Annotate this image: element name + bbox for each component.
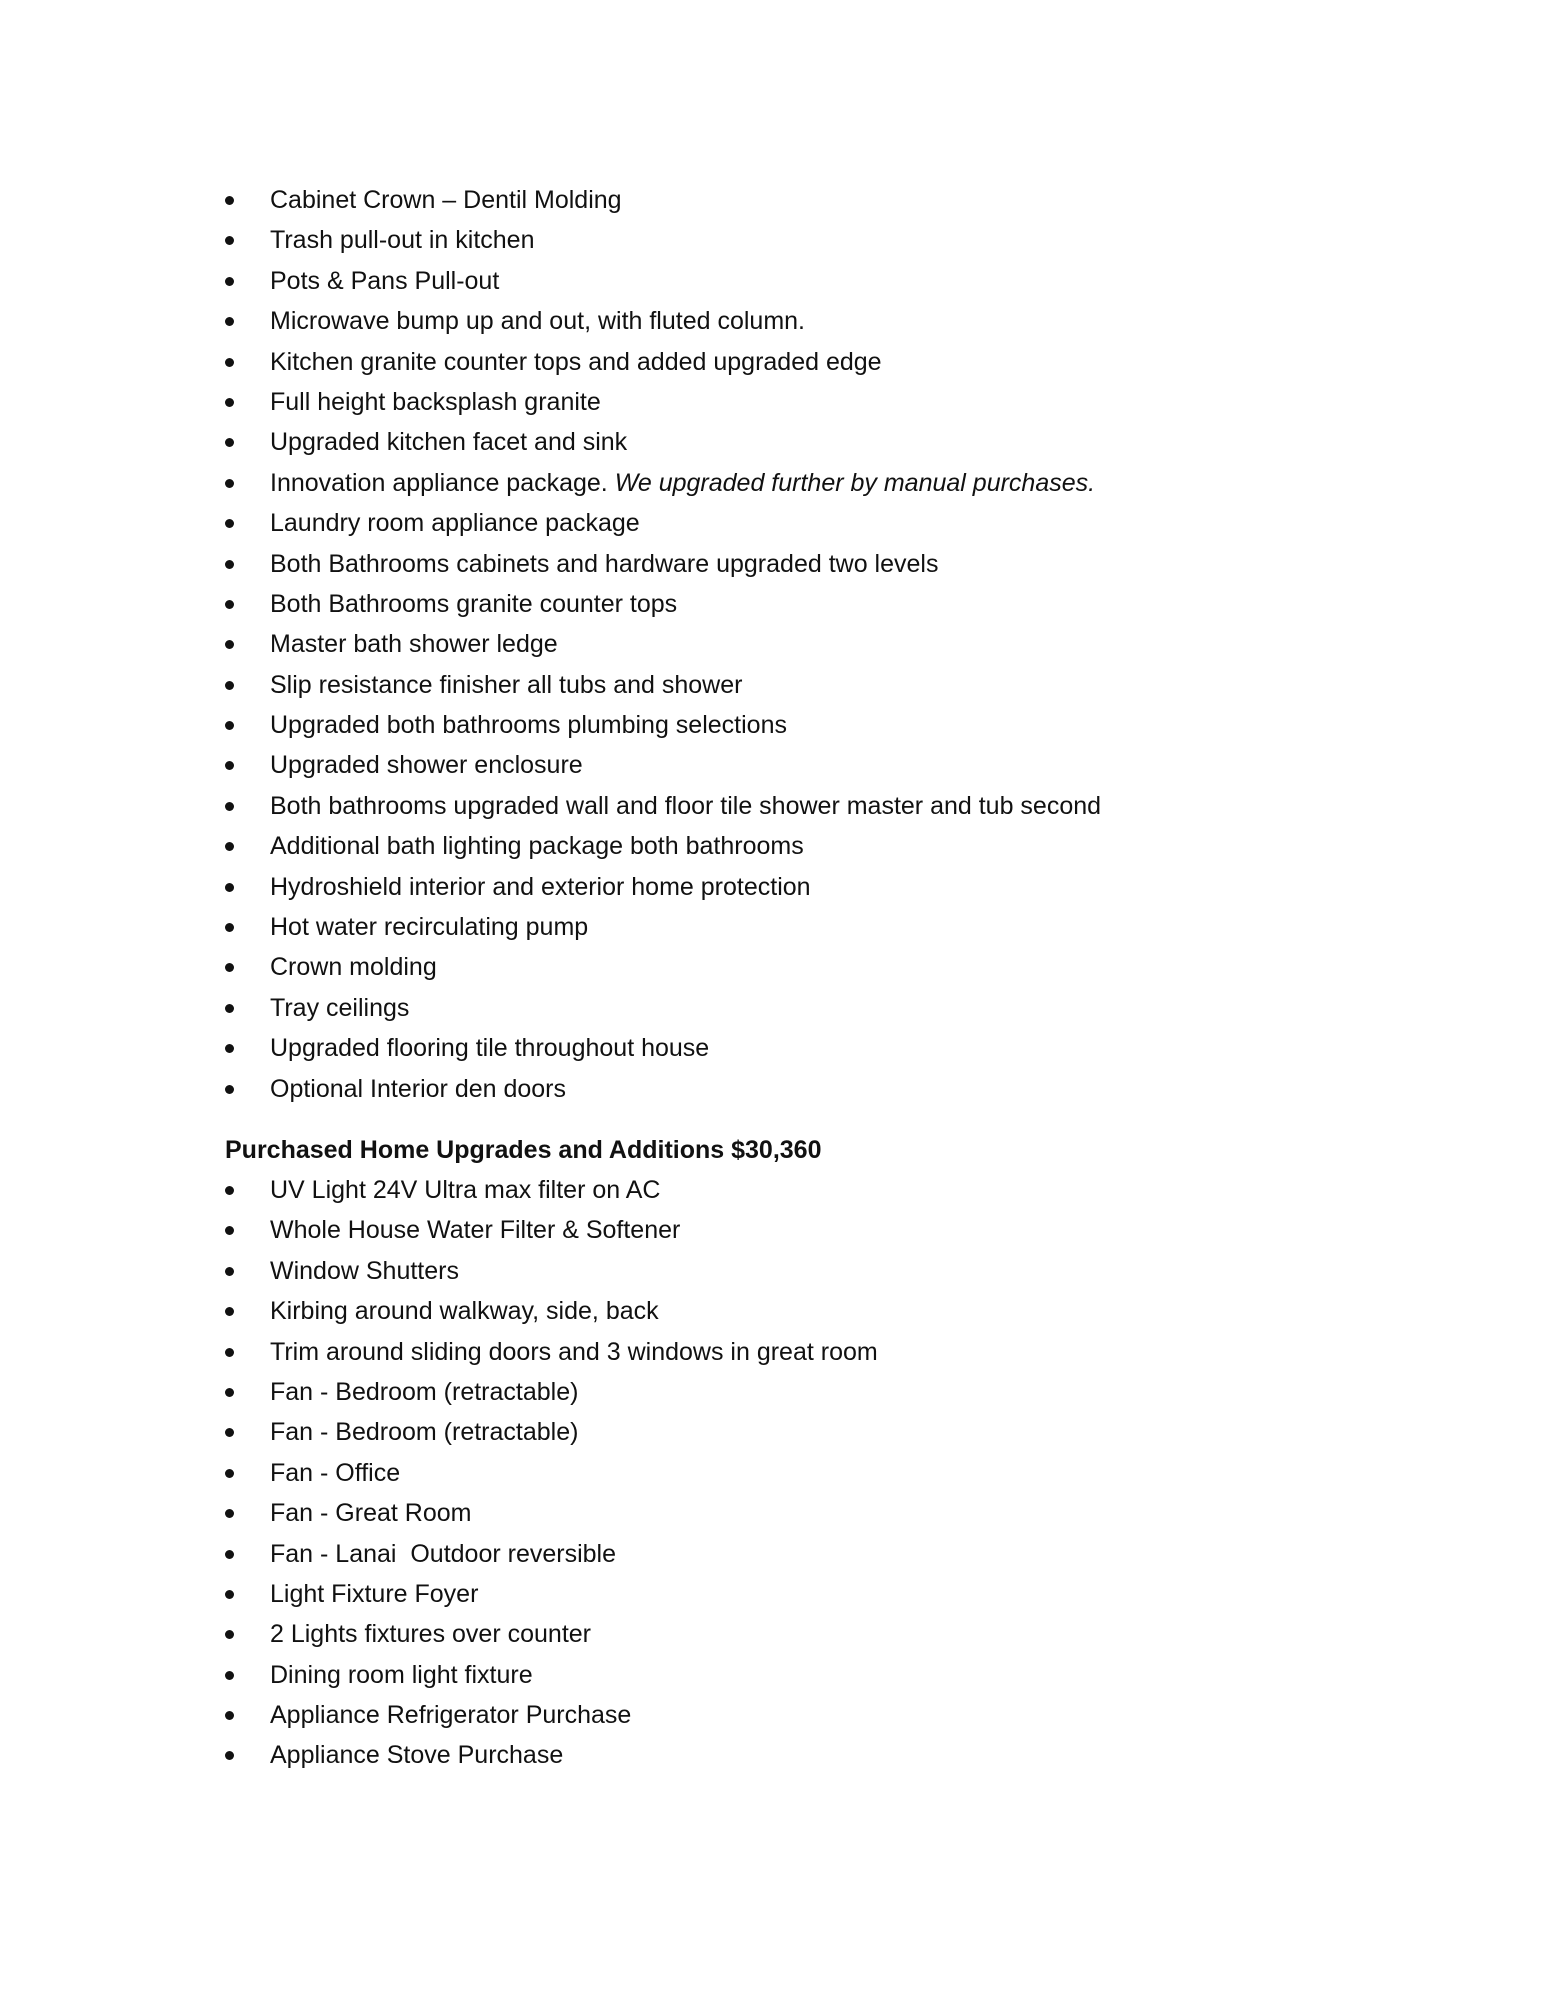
list-item-text: Trash pull-out in kitchen bbox=[270, 226, 535, 255]
bullet-icon bbox=[225, 277, 234, 286]
list-item-text: Both Bathrooms cabinets and hardware upgraded two levels bbox=[270, 549, 939, 578]
bullet-icon bbox=[225, 479, 234, 488]
list-item-text: Hydroshield interior and exterior home protection bbox=[270, 872, 811, 901]
list-item-text: 2 Lights fixtures over counter bbox=[270, 1620, 591, 1649]
list-item-text: Fan - Bedroom (retractable) bbox=[270, 1418, 579, 1447]
list-item-text: Window Shutters bbox=[270, 1256, 459, 1285]
bullet-icon bbox=[225, 721, 234, 730]
list-item-text: Kirbing around walkway, side, back bbox=[270, 1297, 659, 1326]
bullet-icon bbox=[225, 1307, 234, 1316]
list-item-text: Upgraded shower enclosure bbox=[270, 751, 583, 780]
bullet-icon bbox=[225, 1388, 234, 1397]
list-item-text: UV Light 24V Ultra max filter on AC bbox=[270, 1176, 661, 1204]
italic-note: We upgraded further by manual purchases. bbox=[614, 468, 1096, 497]
list-item-text: Crown molding bbox=[270, 953, 437, 982]
bullet-icon bbox=[225, 1186, 234, 1195]
bullet-icon bbox=[225, 1509, 234, 1518]
bullet-icon bbox=[225, 317, 234, 326]
bullet-icon bbox=[225, 1671, 234, 1680]
list-item-text: Both Bathrooms granite counter tops bbox=[270, 589, 678, 618]
list-item-text: Appliance Refrigerator Purchase bbox=[270, 1701, 632, 1730]
bullet-icon bbox=[225, 923, 234, 932]
bullet-icon bbox=[225, 1711, 234, 1720]
list-item-text: Slip resistance finisher all tubs and shower bbox=[270, 670, 743, 699]
bullet-icon bbox=[225, 1630, 234, 1639]
list-item-text: Master bath shower ledge bbox=[270, 630, 558, 659]
list-item-text: Dining room light fixture bbox=[270, 1660, 533, 1689]
bullet-icon bbox=[225, 236, 234, 245]
list-item-text: Microwave bump up and out, with fluted column. bbox=[270, 307, 805, 336]
list-item-text: Fan - Office bbox=[270, 1458, 401, 1487]
list-item-text: Tray ceilings bbox=[270, 993, 410, 1022]
list-item-text: Additional bath lighting package both bathrooms bbox=[270, 832, 804, 861]
list-item-text: Pots & Pans Pull-out bbox=[270, 266, 500, 295]
list-item-text: Laundry room appliance package bbox=[270, 509, 640, 538]
list-item-text: Upgraded kitchen facet and sink bbox=[270, 428, 628, 457]
list-item-text: Fan - Lanai Outdoor reversible bbox=[270, 1539, 617, 1568]
bullet-icon bbox=[225, 1085, 234, 1094]
bullet-icon bbox=[225, 1267, 234, 1276]
bullet-icon bbox=[225, 398, 234, 407]
bullet-icon bbox=[225, 802, 234, 811]
bullet-icon bbox=[225, 358, 234, 367]
list-item-text: Upgraded both bathrooms plumbing selections bbox=[270, 711, 787, 740]
bullet-icon bbox=[225, 761, 234, 770]
bullet-icon bbox=[225, 640, 234, 649]
list-item-text: Light Fixture Foyer bbox=[270, 1579, 479, 1608]
list-item-text: Cabinet Crown – Dentil Molding bbox=[270, 186, 622, 214]
bullet-icon bbox=[225, 1226, 234, 1235]
bullet-icon bbox=[225, 600, 234, 609]
list-item-text: Fan - Bedroom (retractable) bbox=[270, 1377, 579, 1406]
bullet-icon bbox=[225, 1428, 234, 1437]
bullet-icon bbox=[225, 1044, 234, 1053]
bullet-icon bbox=[225, 1004, 234, 1013]
section-heading: Purchased Home Upgrades and Additions $30,360 bbox=[225, 1136, 822, 1164]
list-item-text: Full height backsplash granite bbox=[270, 387, 601, 416]
bullet-icon bbox=[225, 842, 234, 851]
list-item-text: Hot water recirculating pump bbox=[270, 913, 589, 942]
list-item-text: Appliance Stove Purchase bbox=[270, 1741, 564, 1770]
list-item-text: Both bathrooms upgraded wall and floor tile shower master and tub second bbox=[270, 791, 1102, 820]
list-item-text: Kitchen granite counter tops and added upgraded edge bbox=[270, 347, 882, 376]
bullet-icon bbox=[225, 883, 234, 892]
bullet-icon bbox=[225, 1469, 234, 1478]
bullet-icon bbox=[225, 1550, 234, 1559]
list-item-text-with-note bbox=[270, 463, 1095, 503]
bullet-icon bbox=[225, 1348, 234, 1357]
bullet-icon bbox=[225, 519, 234, 528]
bullet-icon bbox=[225, 1751, 234, 1760]
list-item-text: Trim around sliding doors and 3 windows in great room bbox=[270, 1337, 878, 1366]
list-item-text: Fan - Great Room bbox=[270, 1499, 472, 1528]
bullet-icon bbox=[225, 963, 234, 972]
list-item-text: Upgraded flooring tile throughout house bbox=[270, 1034, 710, 1063]
bullet-icon bbox=[225, 196, 234, 205]
list-item-text: Innovation appliance package. bbox=[270, 468, 608, 497]
bullet-icon bbox=[225, 438, 234, 447]
bullet-icon bbox=[225, 560, 234, 569]
bullet-icon bbox=[225, 681, 234, 690]
list-item-text: Optional Interior den doors bbox=[270, 1074, 567, 1103]
list-item-text: Whole House Water Filter & Softener bbox=[270, 1216, 681, 1245]
bullet-icon bbox=[225, 1590, 234, 1599]
